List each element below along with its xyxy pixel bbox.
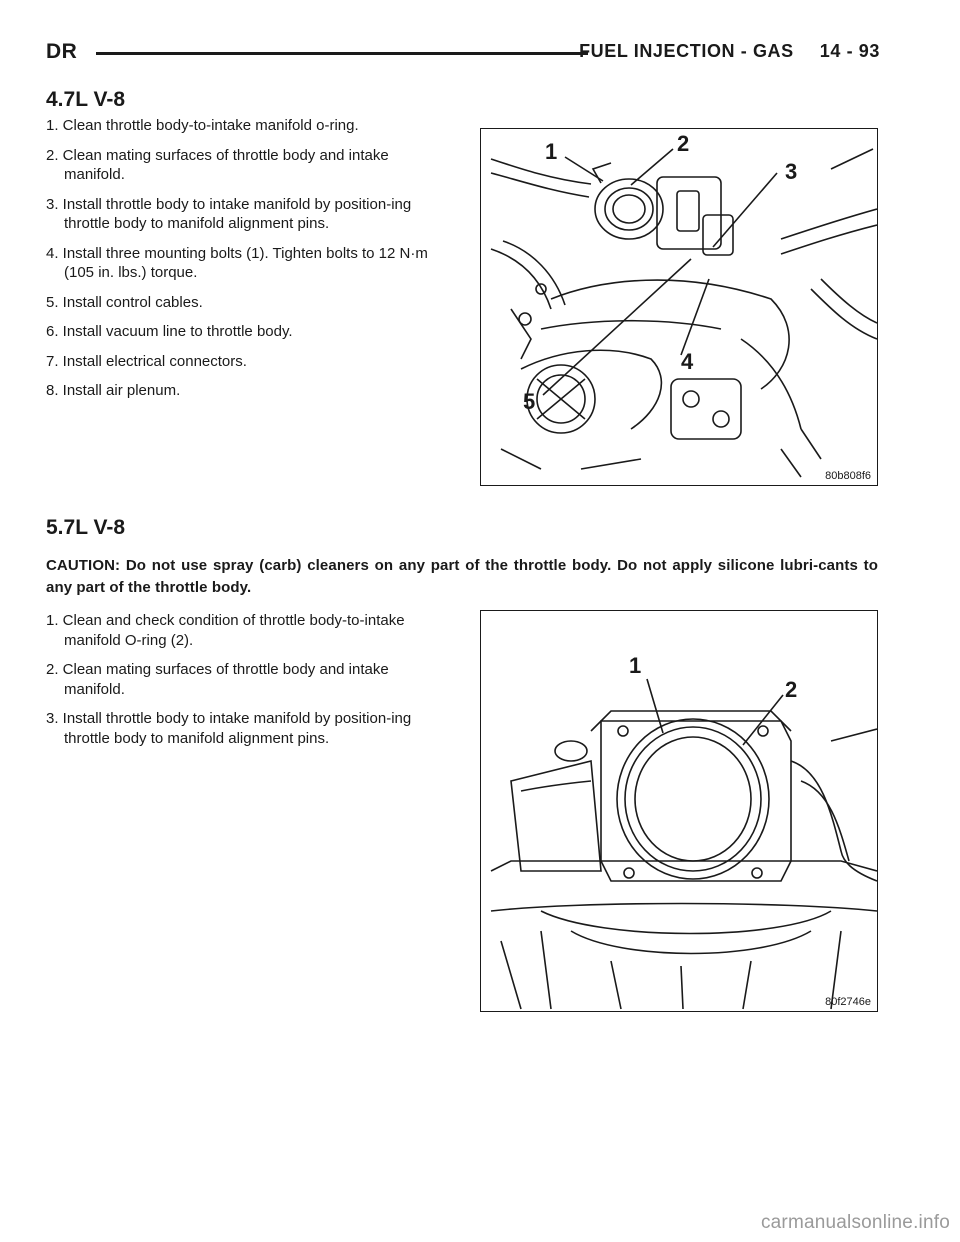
header-page-number: 14 - 93 [819, 41, 880, 61]
list-item: 8. Install air plenum. [46, 382, 181, 399]
list-item: 2. Clean mating surfaces of throttle body and intake manifold. [46, 146, 389, 183]
list-item: 1. Clean and check condition of throttle body-to-intake manifold O-ring (2). [46, 612, 405, 649]
throttle-body-illustration-4-7l [481, 129, 877, 485]
callout-3: 3 [785, 159, 798, 184]
list-item: 5. Install control cables. [46, 293, 203, 311]
header-right [579, 41, 880, 62]
callout-5: 5 [523, 389, 536, 414]
page-header [46, 40, 880, 66]
header-section: FUEL INJECTION - GAS [579, 41, 794, 61]
callout-1: 1 [629, 653, 642, 678]
callout-2: 2 [677, 131, 690, 156]
section-title-4-7l: 4.7L V-8 [46, 88, 125, 111]
figure-label: 80f2746e [825, 996, 871, 1008]
caution-note: CAUTION: Do not use spray (carb) cleaners on any part of the throttle body. Do not apply silicone lubri-cants to any part of the throttle body. [46, 557, 878, 596]
figure-throttle-body-5-7l [480, 610, 878, 1012]
steps-list-5-7l [46, 611, 446, 758]
throttle-body-illustration-5-7l [481, 611, 877, 1011]
list-item: 1. Clean throttle body-to-intake manifold o-ring. [46, 117, 359, 134]
list-item: 3. Install throttle body to intake manifold by position-ing throttle body to manifold alignment pins. [46, 195, 412, 232]
figure-label: 80b808f6 [825, 470, 871, 482]
figure-throttle-body-4-7l [480, 128, 878, 486]
watermark: carmanualsonline.info [760, 1212, 950, 1233]
callout-4: 4 [681, 349, 694, 374]
list-item: 7. Install electrical connectors. [46, 352, 247, 370]
callout-2: 2 [785, 677, 798, 702]
section-title-5-7l: 5.7L V-8 [46, 516, 125, 539]
list-item: 6. Install vacuum line to throttle body. [46, 323, 293, 340]
header-model: DR [46, 40, 78, 63]
callout-1: 1 [545, 139, 558, 164]
list-item: 3. Install throttle body to intake manifold by position-ing throttle body to manifold alignment pins. [46, 710, 412, 747]
list-item: 4. Install three mounting bolts (1). Tighten bolts to 12 N·m (105 in. lbs.) torque. [46, 244, 428, 281]
list-item: 2. Clean mating surfaces of throttle body and intake manifold. [46, 661, 389, 698]
header-rule [96, 52, 588, 55]
steps-list-4-7l [46, 116, 446, 411]
